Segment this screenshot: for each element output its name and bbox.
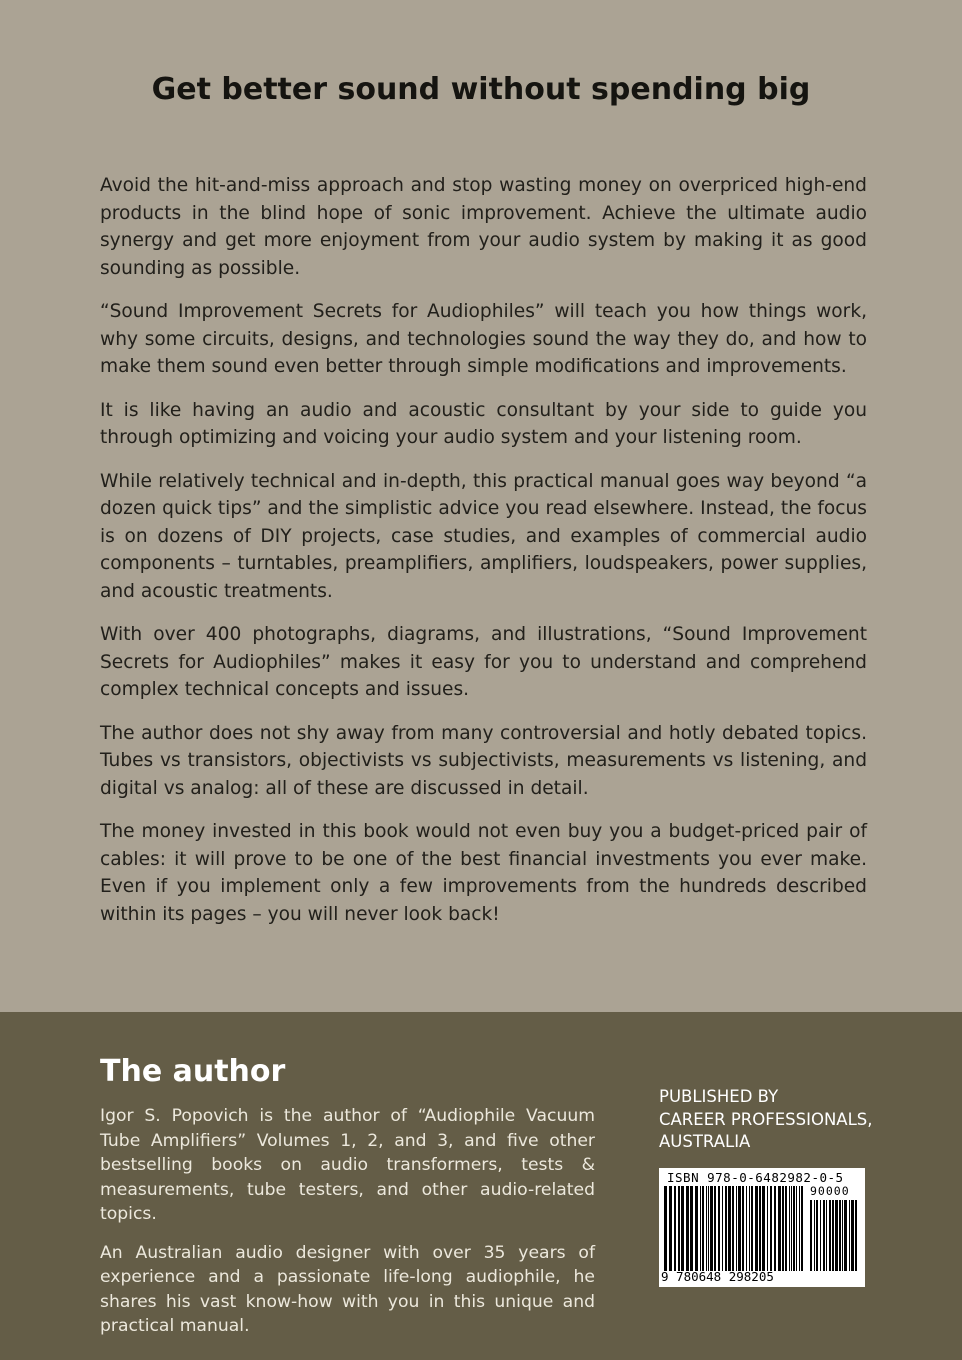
author-paragraph-2: An Australian audio designer with over 35 years of experience and a passionate life-long audiophile, he shares his vast know-how with you in this unique and practical manual. [100, 1242, 595, 1336]
paragraph-7: The money invested in this book would not even buy you a budget-priced pair of cables: it will prove to be one of the best financial investments you ever make. Even if you implement only a few improvements from the hundreds described within its pages – you will never look back! [100, 821, 867, 925]
description-text [100, 172, 867, 944]
isbn-label: ISBN 978-0-6482982-0-5 [667, 1170, 844, 1185]
author-title: The author [100, 1054, 286, 1089]
publisher-line-1: PUBLISHED BY [659, 1087, 779, 1106]
publisher-line-2: CAREER PROFESSIONALS, [659, 1109, 873, 1129]
paragraph-5: With over 400 photographs, diagrams, and illustrations, “Sound Improvement Secrets for Audiophiles” makes it easy for you to understand and comprehend complex technical concepts and issues. [100, 624, 867, 700]
paragraph-3: It is like having an audio and acoustic consultant by your side to guide you through optimizing and voicing your audio system and your listening room. [100, 399, 867, 448]
author-paragraph-1: Igor S. Popovich is the author of “Audiophile Vacuum Tube Amplifiers” Volumes 1, 2, and 3, and five other bestselling books on audio transformers, tests & measurements, tube testers, and other audio-related topics. [100, 1106, 595, 1224]
publisher-line-3: AUSTRALIA [659, 1132, 751, 1151]
isbn-barcode [659, 1168, 865, 1287]
paragraph-2: “Sound Improvement Secrets for Audiophiles” will teach you how things work, why some circuits, designs, and technologies sound the way they do, and how to make them sound even better through simple modifications and improvements. [100, 301, 867, 377]
price-code: 90000 [810, 1184, 850, 1198]
paragraph-4: While relatively technical and in-depth, this practical manual goes way beyond “a dozen quick tips” and the simplistic advice you read elsewhere. Instead, the focus is on dozens of DIY projects, case studies, and examples of commercial audio components – turntables, preamplifiers, amplifiers, loudspeakers, power supplies, and acoustic treatments. [100, 470, 867, 602]
author-panel [0, 1012, 962, 1360]
paragraph-6: The author does not shy away from many controversial and hotly debated topics. Tubes vs transistors, objectivists vs subjectivists, measurements vs listening, and digital vs analog: all of these are discussed in detail. [100, 722, 867, 799]
publisher-info [659, 1086, 889, 1154]
author-bio [100, 1104, 595, 1353]
paragraph-1: Avoid the hit-and-miss approach and stop wasting money on overpriced high-end products in the blind hope of sonic improvement. Achieve the ultimate audio synergy and get more enjoyment from your audio system by making it as good sounding as possible. [100, 175, 867, 279]
headline: Get better sound without spending big [151, 72, 811, 107]
addon-barcode-bars [810, 1200, 860, 1271]
ean-digits: 9 780648 298205 [661, 1269, 774, 1284]
barcode-bars [664, 1186, 804, 1271]
